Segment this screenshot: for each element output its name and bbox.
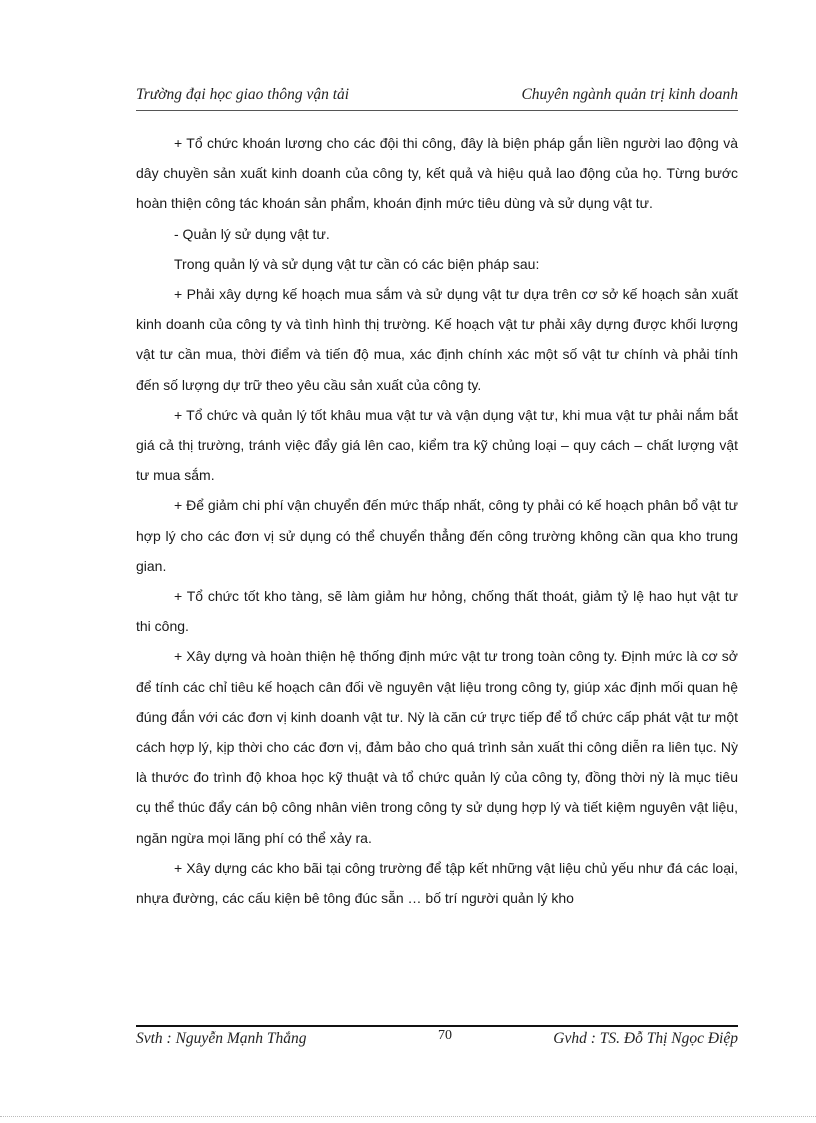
paragraph-measures-intro: Trong quản lý và sử dụng vật tư cần có các biện pháp sau:	[174, 255, 540, 272]
header-major: Chuyên ngành quản trị kinh doanh	[521, 86, 738, 103]
footer-divider	[136, 1025, 738, 1027]
paragraph-purchase-organization: + Tổ chức và quản lý tốt khâu mua vật tư và vận dụng vật tư, khi mua vật tư phải nắm bắt giá cả thị trường, tránh việc đẩy giá lên cao, kiểm tra kỹ chủng loại – quy cách – chất lượng vật tư mua sắm.	[136, 406, 738, 484]
footer-student: Svth : Nguyễn Mạnh Thắng	[136, 1030, 307, 1047]
paragraph-site-storage: + Xây dựng các kho bãi tại công trường để tập kết những vật liệu chủ yếu như đá các loại, nhựa đường, các cấu kiện bê tông đúc sẵn … bố trí người quản lý kho	[136, 859, 738, 907]
page-number: 70	[438, 1028, 452, 1043]
page-bottom-edge	[0, 1116, 816, 1117]
page-footer	[136, 1030, 738, 1054]
footer-supervisor: Gvhd : TS. Đỗ Thị Ngọc Điệp	[553, 1030, 738, 1047]
paragraph-purchase-plan: + Phải xây dựng kế hoạch mua sắm và sử dụng vật tư dựa trên cơ sở kế hoạch sản xuất kinh doanh của công ty và tình hình thị trường. Kế hoạch vật tư phải xây dựng được khối lượng vật tư cần mua, thời điểm và tiến độ mua, xác định chính xác một số vật tư chính và phải tính đến số lượng dự trữ theo yêu cầu sản xuất của công ty.	[136, 286, 738, 393]
header-university: Trường đại học giao thông vận tải	[136, 86, 350, 103]
paragraph-norm-system: + Xây dựng và hoàn thiện hệ thống định mức vật tư trong toàn công ty. Định mức là cơ sở để tính các chỉ tiêu kế hoạch cân đối về nguyên vật liệu trong công ty, giúp xác định mối quan hệ đúng đắn với các đơn vị kinh doanh vật tư. Nỳ là căn cứ trực tiếp để tổ chức cấp phát vật tư một cách hợp lý, kịp thời cho các đơn vị, đảm bảo cho quá trình sản xuất thi công diễn ra liên tục. Nỳ là thước đo trình độ khoa học kỹ thuật và tổ chức quản lý của công ty, đồng thời nỳ là mục tiêu cụ thể thúc đẩy cán bộ công nhân viên trong công ty sử dụng hợp lý và tiết kiệm nguyên vật liệu, ngăn ngừa mọi lãng phí có thể xảy ra.	[136, 648, 738, 846]
page-header	[136, 86, 738, 110]
paragraph-material-management-heading: - Quản lý sử dụng vật tư.	[174, 225, 330, 242]
paragraph-salary-contract: + Tổ chức khoán lương cho các đội thi công, đây là biện pháp gắn liền người lao động và dây chuyền sản xuất kinh doanh của công ty, kết quả và hiệu quả lao động của họ. Từng bước hoàn thiện công tác khoán sản phẩm, khoán định mức tiêu dùng và sử dụng vật tư.	[136, 135, 738, 212]
paragraph-transport-cost: + Để giảm chi phí vận chuyển đến mức thấp nhất, công ty phải có kế hoạch phân bổ vật tư hợp lý cho các đơn vị sử dụng có thể chuyển thẳng đến công trường không cần qua kho trung gian.	[136, 497, 738, 574]
header-divider	[136, 110, 738, 111]
document-body	[136, 128, 738, 913]
paragraph-warehouse: + Tổ chức tốt kho tàng, sẽ làm giảm hư hỏng, chống thất thoát, giảm tỷ lệ hao hụt vật tư thi công.	[136, 588, 738, 635]
